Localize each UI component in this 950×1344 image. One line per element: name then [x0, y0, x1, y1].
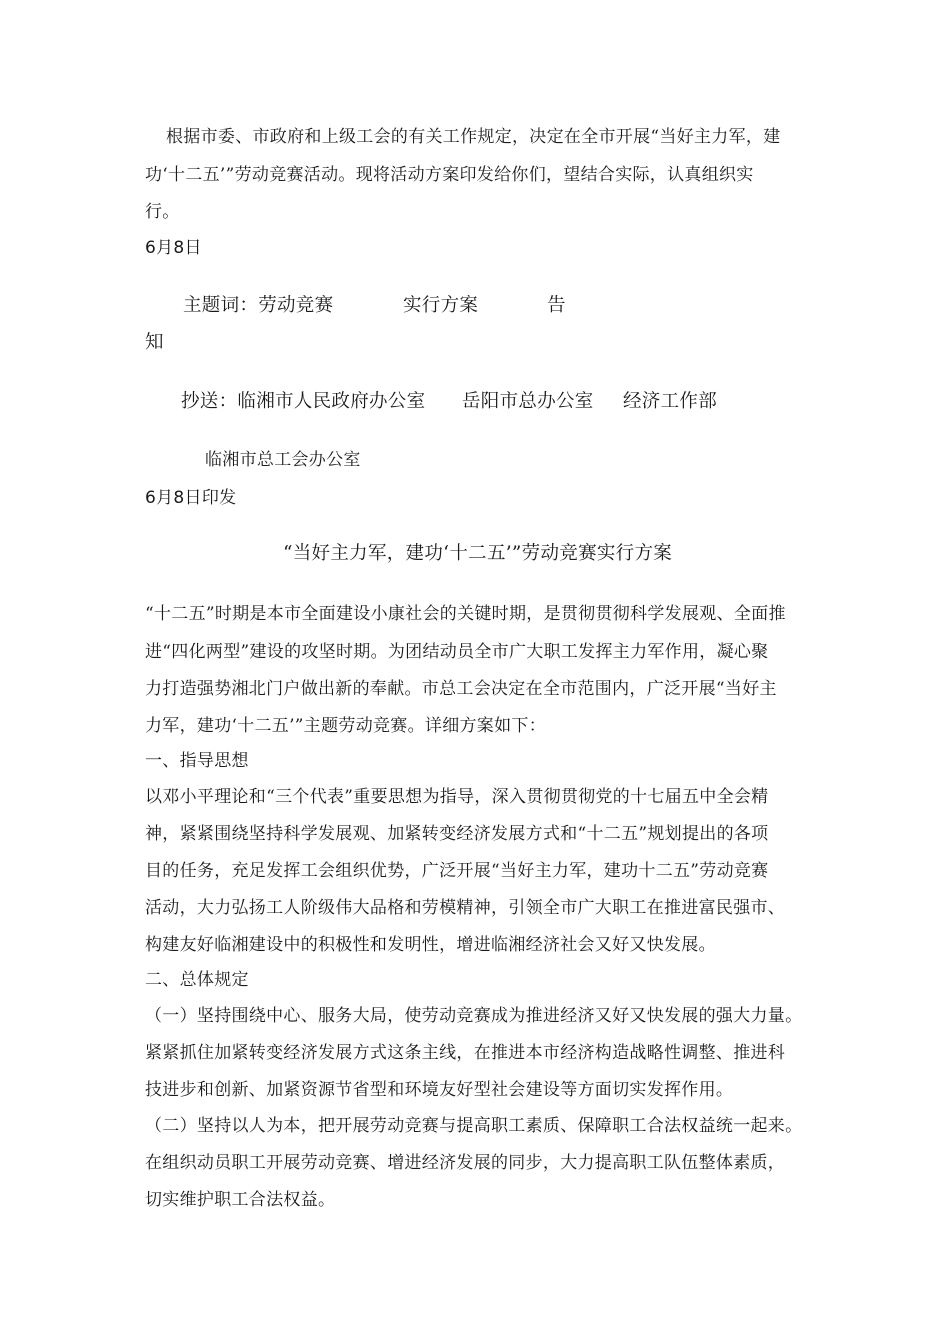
notice-paragraph-line-1: 根据市委、市政府和上级工会的有关工作规定，决定在全市开展“当好主力军，建	[166, 127, 781, 147]
section-2-line-6: 切实维护职工合法权益。	[145, 1190, 336, 1210]
intro-line-3: 力打造强势湘北门户做出新的奉献。市总工会决定在全市范围内，广泛开展“当好主	[145, 679, 777, 699]
intro-line-4: 力军，建功‘十二五’”主题劳动竞赛。详细方案如下：	[145, 716, 546, 736]
section-2-line-5: 在组织动员职工开展劳动竞赛、增进经济发展的同步，大力提高职工队伍整体素质，	[145, 1153, 786, 1173]
section-1-heading: 一、指导思想	[145, 751, 249, 771]
section-1-line-3: 目的任务，充足发挥工会组织优势，广泛开展“当好主力军，建功十二五”劳动竞赛	[145, 861, 769, 881]
cc-item-2: 岳阳市总办公室	[462, 391, 594, 412]
intro-line-2: 进“四化两型”建设的攻坚时期。为团结动员全市广大职工发挥主力军作用，凝心聚	[145, 642, 769, 662]
section-2-line-4: （二）坚持以人为本，把开展劳动竞赛与提高职工素质、保障职工合法权益统一起来。	[145, 1116, 803, 1136]
subject-term-3-part-1: 告	[547, 295, 566, 316]
cc-label: 抄送：临湘市人民政府办公室	[181, 391, 426, 412]
section-2-line-1: （一）坚持围绕中心、服务大局，使劳动竞赛成为推进经济又好又快发展的强大力量。	[145, 1006, 803, 1026]
section-2-line-3: 技进步和创新、加紧资源节省型和环境友好型社会建设等方面切实发挥作用。	[145, 1080, 734, 1100]
notice-date: 6月8日	[145, 238, 202, 258]
section-1-line-1: 以邓小平理论和“三个代表”重要思想为指导，深入贯彻贯彻党的十七届五中全会精	[145, 787, 769, 807]
section-1-line-5: 构建友好临湘建设中的积极性和发明性，增进临湘经济社会又好又快发展。	[145, 935, 716, 955]
notice-paragraph-line-3: 行。	[145, 202, 180, 222]
section-2-line-2: 紧紧抓住加紧转变经济发展方式这条主线，在推进本市经济构造战略性调整、推进科	[145, 1043, 786, 1063]
subject-term-2: 实行方案	[403, 295, 479, 316]
section-1-line-4: 活动，大力弘扬工人阶级伟大品格和劳模精神，引领全市广大职工在推进富民强市、	[145, 898, 786, 918]
section-1-line-2: 神，紧紧围绕坚持科学发展观、加紧转变经济发展方式和“十二五”规划提出的各项	[145, 824, 769, 844]
plan-title: “当好主力军，建功‘十二五’”劳动竞赛实行方案	[283, 543, 673, 564]
subject-term-3-part-2: 知	[145, 332, 164, 353]
subject-label: 主题词：劳动竞赛	[183, 295, 334, 316]
cc-item-3: 经济工作部	[623, 391, 718, 412]
intro-line-1: “十二五”时期是本市全面建设小康社会的关键时期，是贯彻贯彻科学发展观、全面推	[145, 604, 786, 624]
section-2-heading: 二、总体规定	[145, 970, 249, 990]
issuer: 临湘市总工会办公室	[205, 450, 361, 470]
issue-date: 6月8日印发	[145, 488, 237, 508]
notice-paragraph-line-2: 功‘十二五’”劳动竞赛活动。现将活动方案印发给你们，望结合实际，认真组织实	[145, 165, 754, 185]
